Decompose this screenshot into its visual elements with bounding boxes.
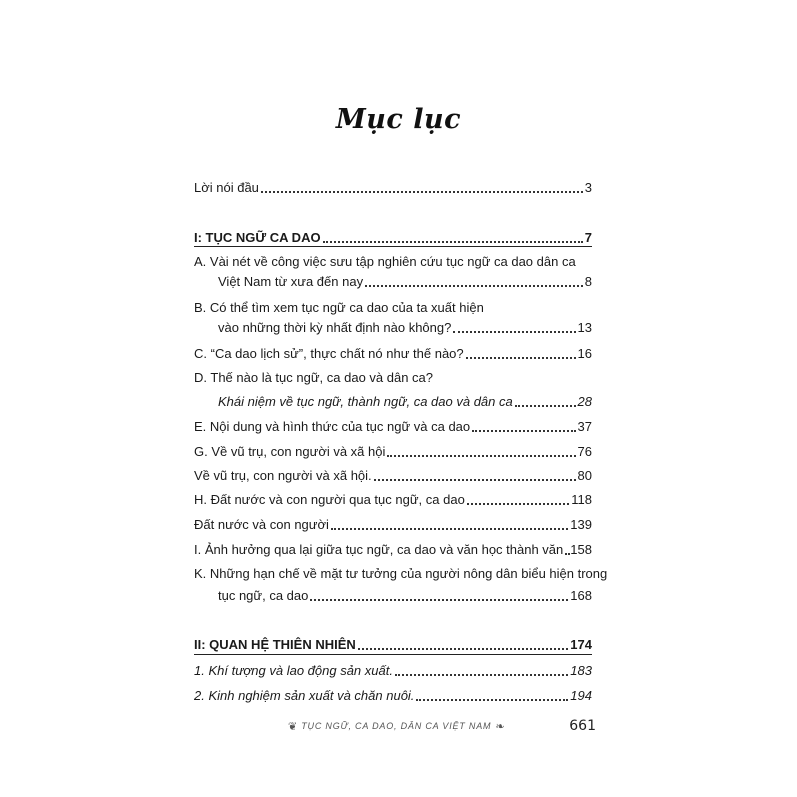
toc-entry-line: A. Vài nét về công việc sưu tập nghiên cứu tục ngữ ca dao dân ca — [194, 254, 576, 269]
dot-leader — [358, 636, 569, 650]
toc-entry-label: vào những thời kỳ nhất định nào không? — [218, 320, 452, 335]
toc-part-label: II: QUAN HỆ THIÊN NHIÊN — [194, 637, 356, 652]
toc-entry-page: 139 — [570, 517, 592, 532]
toc-entry-d[interactable] — [194, 390, 592, 410]
toc-entry-label: Về vũ trụ, con người và xã hội. — [194, 468, 372, 483]
toc-entry-label: I. Ảnh hưởng qua lại giữa tục ngữ, ca dao và văn học thành văn — [194, 542, 564, 557]
toc-entry-page: 118 — [571, 492, 592, 507]
dot-leader — [365, 273, 583, 287]
toc-entry-b[interactable] — [194, 316, 592, 336]
toc-entry-label: G. Về vũ trụ, con người và xã hội — [194, 444, 386, 459]
toc-entry-label: 1. Khí tượng và lao động sản xuất. — [194, 663, 393, 678]
dot-leader — [261, 179, 583, 193]
toc-entry-2[interactable] — [194, 684, 592, 704]
dot-leader — [331, 516, 568, 530]
toc-entry-page: 16 — [577, 346, 592, 361]
toc-part-1[interactable] — [194, 226, 592, 246]
dot-leader — [467, 491, 569, 505]
toc-entry-page: 194 — [570, 688, 592, 703]
toc-entry-label: 2. Kinh nghiệm sản xuất và chăn nuôi. — [194, 688, 415, 703]
toc-entry-universe[interactable] — [194, 464, 592, 484]
toc-entry-line: B. Có thể tìm xem tục ngữ ca dao của ta xuất hiện — [194, 300, 484, 315]
toc-entry-line: K. Những hạn chế về mặt tư tưởng của người nông dân biểu hiện trong — [194, 566, 608, 581]
toc-entry-page: 37 — [577, 419, 592, 434]
dot-leader — [374, 467, 576, 481]
toc-entry-i[interactable] — [194, 538, 592, 558]
page-title: Mục lục — [335, 104, 462, 135]
dot-leader — [310, 587, 568, 601]
dot-leader — [466, 345, 576, 359]
toc-entry-page: 8 — [584, 274, 592, 289]
part-divider — [194, 654, 592, 655]
part-divider — [194, 246, 592, 247]
dot-leader — [453, 319, 575, 333]
toc-entry-label: E. Nội dung và hình thức của tục ngữ và ca dao — [194, 419, 471, 434]
dot-leader — [416, 687, 568, 701]
toc-entry-page: 13 — [577, 320, 592, 335]
toc-entry-e[interactable] — [194, 415, 592, 435]
toc-entry-h[interactable] — [194, 488, 592, 508]
toc-entry-page: 168 — [570, 588, 592, 603]
ornament-right-icon: ❧ — [495, 719, 505, 733]
toc-entry-page: 28 — [577, 394, 592, 409]
toc-entry-page: 76 — [577, 444, 592, 459]
toc-entry-k[interactable] — [194, 584, 592, 604]
running-title: TỤC NGỮ, CA DAO, DÂN CA VIỆT NAM — [301, 721, 492, 731]
toc-entry-label: Lời nói đầu — [194, 180, 259, 195]
toc-entry-label: H. Đất nước và con người qua tục ngữ, ca dao — [194, 492, 465, 507]
toc-entry-page: 80 — [577, 468, 592, 483]
toc-entry-label: Việt Nam từ xưa đến nay — [218, 274, 364, 289]
toc-entry-preface[interactable] — [194, 176, 592, 196]
toc-part-label: I: TỤC NGỮ CA DAO — [194, 230, 321, 245]
toc-entry-a[interactable] — [194, 270, 592, 290]
toc-entry-page: 158 — [570, 542, 592, 557]
toc-entry-line: D. Thế nào là tục ngữ, ca dao và dân ca? — [194, 370, 434, 385]
toc-entry-page: 183 — [570, 663, 592, 678]
toc-entry-label: Khái niệm về tục ngữ, thành ngữ, ca dao và dân ca — [218, 394, 513, 409]
page-number: 661 — [569, 718, 596, 734]
dot-leader — [387, 443, 575, 457]
toc-entry-page: 3 — [584, 180, 592, 195]
dot-leader — [515, 393, 576, 407]
toc-entry-label: tục ngữ, ca dao — [218, 588, 309, 603]
page-footer — [284, 714, 596, 738]
toc-entry-label: Đất nước và con người — [194, 517, 329, 532]
dot-leader — [472, 418, 575, 432]
toc-part-page: 7 — [584, 230, 592, 245]
toc-entry-country[interactable] — [194, 513, 592, 533]
dot-leader — [323, 229, 583, 243]
toc-entry-1[interactable] — [194, 659, 592, 679]
toc-entry-c[interactable] — [194, 342, 592, 362]
dot-leader — [395, 662, 568, 676]
toc-entry-label: C. “Ca dao lịch sử”, thực chất nó như thế nào? — [194, 346, 464, 361]
ornament-left-icon: ❦ — [288, 719, 298, 733]
toc-entry-g[interactable] — [194, 440, 592, 460]
dot-leader — [565, 541, 568, 555]
toc-part-2[interactable] — [194, 633, 592, 653]
toc-part-page: 174 — [570, 637, 592, 652]
